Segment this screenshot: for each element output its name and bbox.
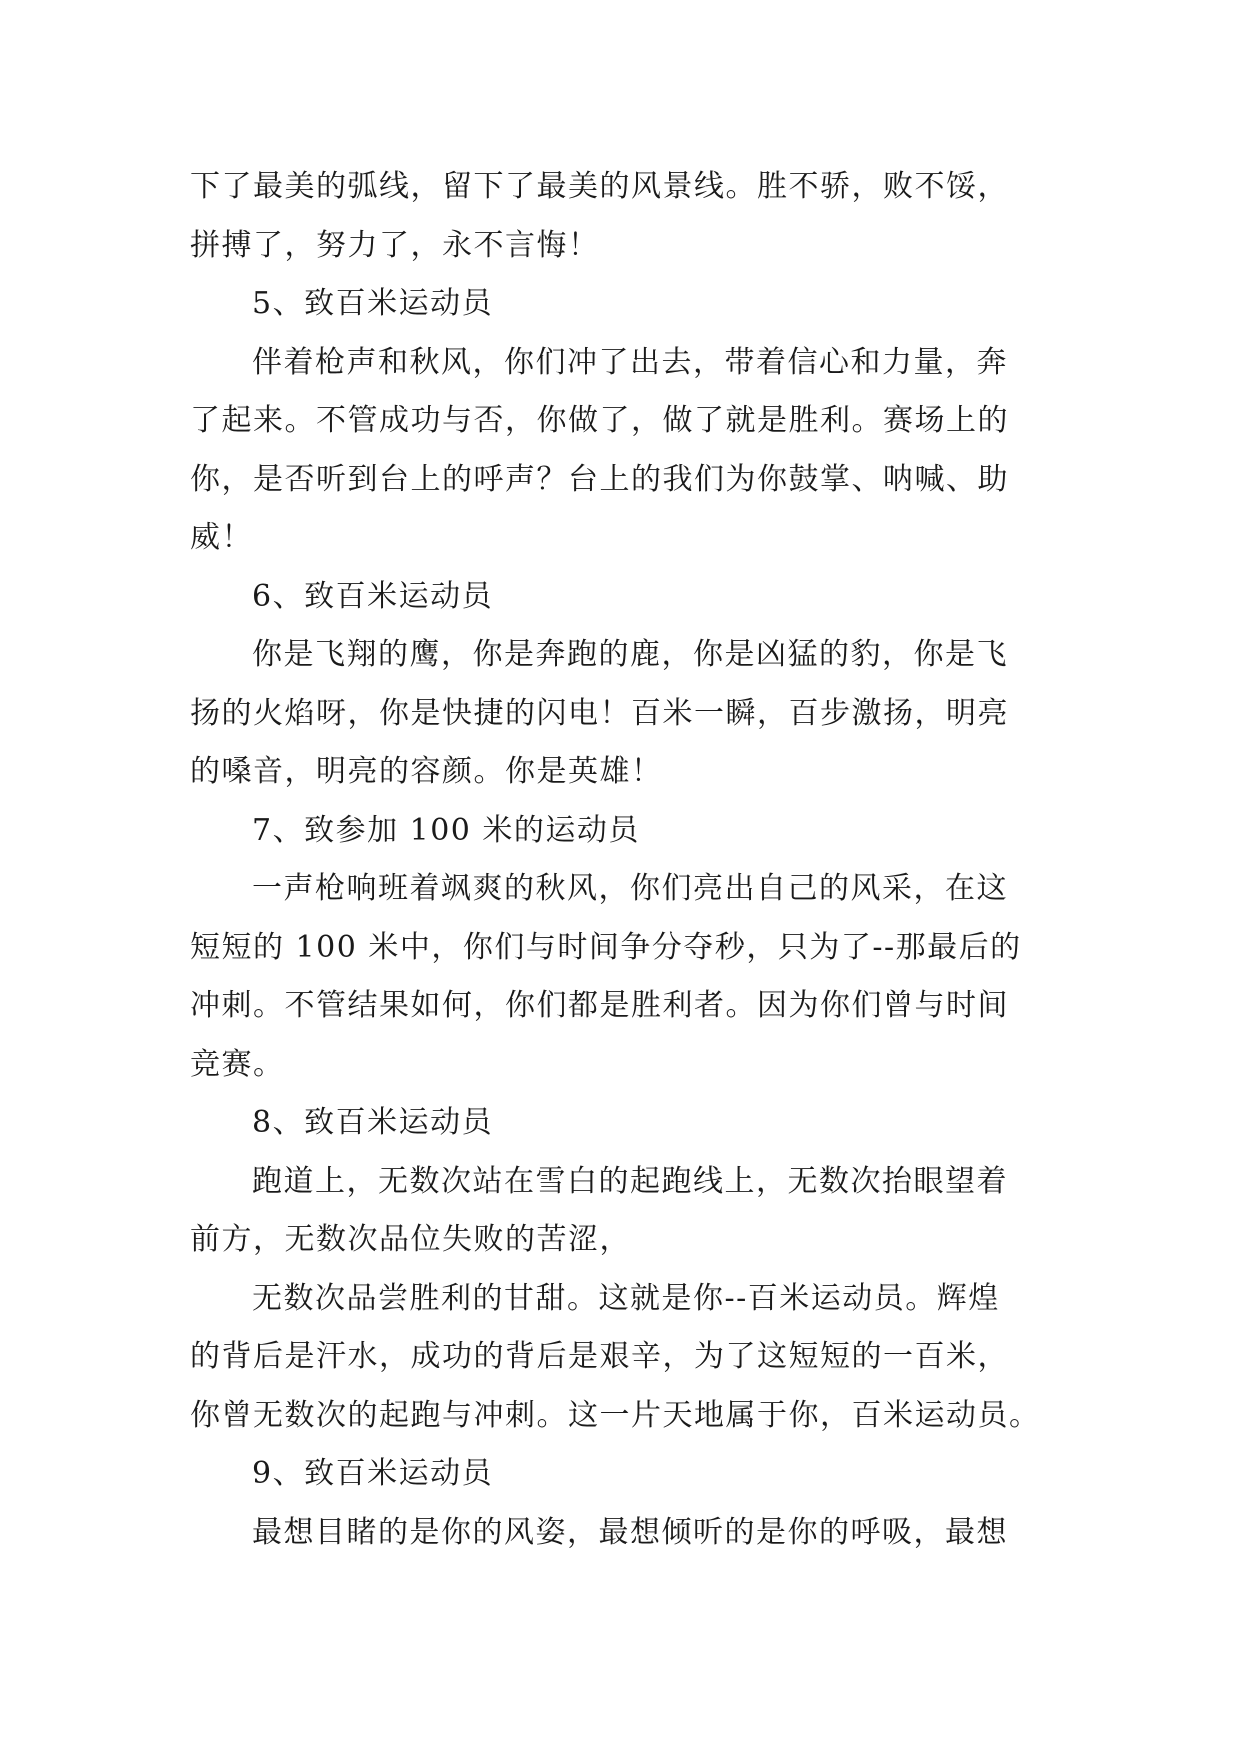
text-line: 无数次品尝胜利的甘甜。这就是你--百米运动员。辉煌 (252, 1280, 1000, 1316)
section-heading: 7、致参加 100 米的运动员 (252, 812, 640, 848)
text-line: 你曾无数次的起跑与冲刺。这一片天地属于你，百米运动员。 (190, 1397, 1041, 1433)
section-heading: 9、致百米运动员 (252, 1456, 494, 1491)
section-heading: 6、致百米运动员 (252, 578, 494, 614)
text-line: 的背后是汗水，成功的背后是艰辛，为了这短短的一百米， (190, 1339, 1009, 1374)
text-line: 你是飞翔的鹰，你是奔跑的鹿，你是凶猛的豹，你是飞 (252, 637, 1008, 672)
text-line: 了起来。不管成功与否，你做了，做了就是胜利。赛场上的 (190, 403, 1009, 438)
text-line: 威！ (190, 520, 253, 555)
text-line: 最想目睹的是你的风姿，最想倾听的是你的呼吸，最想 (252, 1514, 1008, 1550)
text-line: 短短的 100 米中，你们与时间争分夺秒，只为了--那最后的 (190, 929, 1022, 965)
text-line: 伴着枪声和秋风，你们冲了出去，带着信心和力量，奔 (252, 344, 1008, 380)
document-body (190, 158, 1050, 1562)
section-heading: 5、致百米运动员 (252, 286, 494, 321)
text-line: 一声枪响班着飒爽的秋风，你们亮出自己的风采，在这 (252, 871, 1008, 906)
text-line: 前方，无数次品位失败的苦涩， (190, 1222, 631, 1257)
text-line: 竞赛。 (190, 1046, 285, 1082)
text-line: 下了最美的弧线，留下了最美的风景线。胜不骄，败不馁， (190, 169, 1009, 204)
text-line: 拼搏了，努力了，永不言悔！ (190, 227, 600, 263)
text-line: 你，是否听到台上的呼声？台上的我们为你鼓掌、呐喊、助 (190, 461, 1009, 497)
text-line: 冲刺。不管结果如何，你们都是胜利者。因为你们曾与时间 (190, 988, 1009, 1023)
text-line: 扬的火焰呀，你是快捷的闪电！百米一瞬，百步激扬，明亮 (190, 695, 1009, 731)
section-heading: 8、致百米运动员 (252, 1105, 494, 1140)
text-line: 的嗓音，明亮的容颜。你是英雄！ (190, 754, 663, 789)
text-line: 跑道上，无数次站在雪白的起跑线上，无数次抬眼望着 (252, 1163, 1008, 1199)
